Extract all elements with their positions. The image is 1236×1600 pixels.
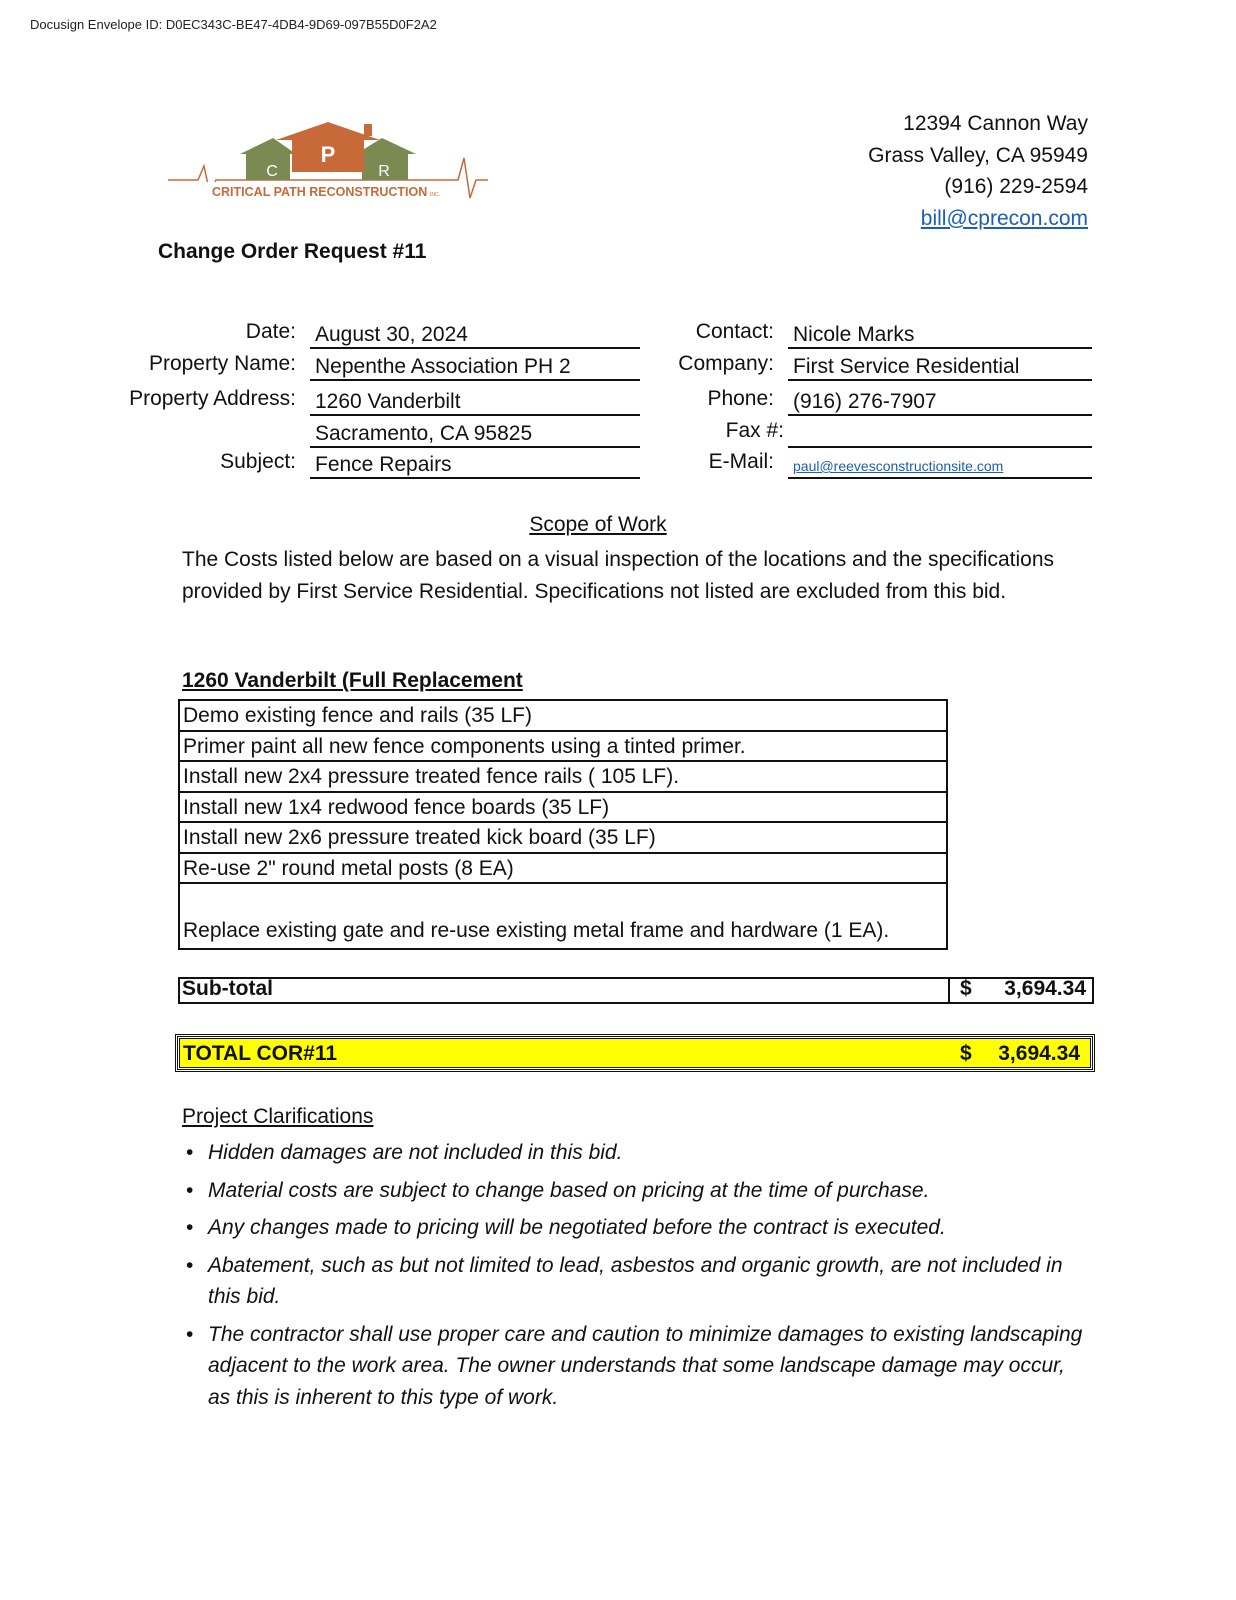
subtotal-amount-cell [948,977,1090,1002]
envelope-id: Docusign Envelope ID: D0EC343C-BE47-4DB4-9D69-097B55D0F2A2 [30,17,437,32]
subtotal-label: Sub-total [182,977,273,1000]
clarification-text: The contractor shall use proper care and caution to minimize damages to existing landscaping adjacent to the work area. The owner understands that some landscape damage may occur, as this is inherent to this type of work. [208,1322,1083,1409]
date-value: August 30, 2024 [310,321,640,349]
bullet-icon: • [186,1322,194,1346]
fax-label: Fax #: [725,419,784,442]
scope-item: Replace existing gate and re-use existing metal frame and hardware (1 EA). [183,919,890,942]
subject-value: Fence Repairs [310,451,640,479]
scope-item: Re-use 2" round metal posts (8 EA) [180,854,946,885]
list-item [186,1319,1086,1414]
contact-email-link[interactable]: paul@reevesconstructionsite.com [793,458,1004,474]
scope-text: The Costs listed below are based on a visual inspection of the locations and the specifications provided by First Service Residential. Specifications not listed are excluded from this bid. [182,548,1055,603]
scope-item: Primer paint all new fence components using a tinted primer. [180,732,946,763]
scope-item: Install new 1x4 redwood fence boards (35 LF) [180,793,946,824]
total-row [175,1034,1095,1072]
scope-item: Install new 2x4 pressure treated fence rails ( 105 LF). [180,762,946,793]
total-highlight [179,1038,1091,1068]
company-city: Grass Valley, CA 95949 [868,143,1088,167]
clarification-text: Hidden damages are not included in this bid. [208,1141,623,1164]
property-name-label: Property Name: [148,352,296,375]
bullet-icon: • [186,1178,194,1202]
clarification-text: Abatement, such as but not limited to lead, asbestos and organic growth, are not included in this bid. [208,1253,1063,1308]
list-item [186,1175,1086,1207]
section-title: 1260 Vanderbilt (Full Replacement [182,669,523,692]
list-item [186,1212,1086,1244]
list-item [186,1137,1086,1169]
date-label: Date: [245,320,296,343]
total-amount-cell [950,1042,1084,1068]
subject-label: Subject: [220,450,296,473]
address-line1: 1260 Vanderbilt [310,388,640,416]
bullet-icon: • [186,1253,194,1277]
list-item [186,1250,1086,1313]
email-label: E-Mail: [708,450,774,473]
page-title: Change Order Request #11 [158,240,427,263]
subtotal-currency: $ [960,977,972,1000]
email-value [788,451,1092,479]
total-amount: 3,694.34 [998,1042,1080,1065]
total-currency: $ [960,1042,972,1065]
clarification-text: Material costs are subject to change based on pricing at the time of purchase. [208,1178,930,1202]
total-label: TOTAL COR#11 [183,1042,338,1065]
subtotal-row [178,977,1094,1004]
property-address-label: Property Address: [129,387,296,410]
bullet-icon: • [186,1216,194,1239]
contact-value: Nicole Marks [788,321,1092,349]
logo-text: CRITICAL PATH RECONSTRUCTION [212,185,428,199]
scope-item: Install new 2x6 pressure treated kick board (35 LF) [180,823,946,854]
contact-label: Contact: [695,320,774,343]
logo-suffix: INC. [430,192,440,198]
scope-item: Demo existing fence and rails (35 LF) [180,701,946,732]
logo-letter-p: P [320,142,336,167]
clarification-text: Any changes made to pricing will be negotiated before the contract is executed. [208,1216,946,1239]
property-name-value: Nepenthe Association PH 2 [310,353,640,381]
company-value: First Service Residential [788,353,1092,381]
company-street: 12394 Cannon Way [903,112,1088,135]
fax-value [788,420,1092,448]
clarifications-heading: Project Clarifications [182,1105,374,1128]
bullet-icon: • [186,1141,194,1164]
company-address [868,108,1088,234]
scope-items-table [178,699,948,950]
phone-value: (916) 276-7907 [788,388,1092,416]
subtotal-amount: 3,694.34 [1004,977,1086,1000]
company-label: Company: [678,352,774,375]
phone-label: Phone: [707,387,774,410]
address-line2: Sacramento, CA 95825 [310,420,640,448]
clarifications-list [186,1137,1086,1419]
logo-letter-c: C [266,163,278,180]
scope-heading: Scope of Work [529,513,667,536]
logo-letter-r: R [378,163,390,180]
company-logo [168,118,488,208]
company-phone: (916) 229-2594 [944,175,1088,198]
company-email-link[interactable]: bill@cprecon.com [920,206,1088,230]
